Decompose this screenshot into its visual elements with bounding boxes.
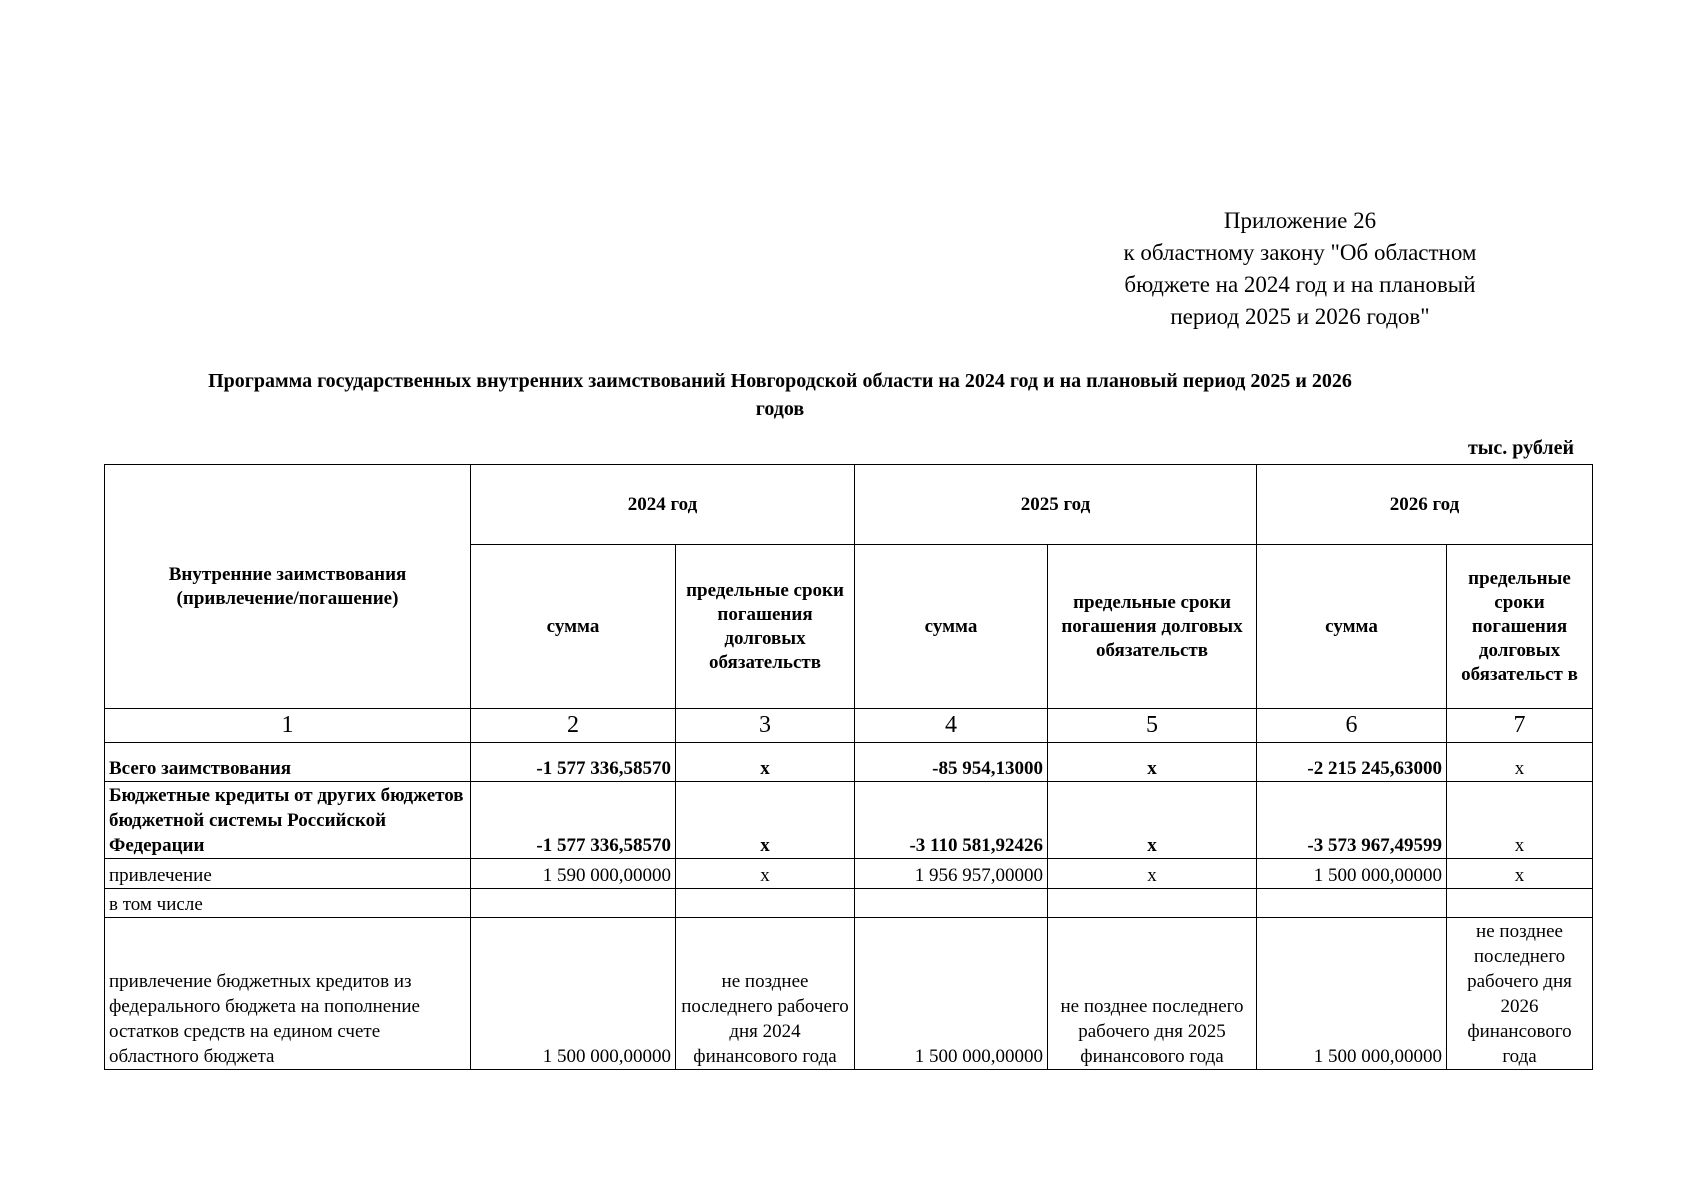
borrowing-program-table [104, 464, 1593, 1070]
table-row-federal-credits [105, 918, 1593, 1070]
header-year-2026: 2026 год [1257, 465, 1593, 545]
appendix-line: бюджете на 2024 год и на плановый [1124, 272, 1476, 297]
column-number: 2 [471, 709, 676, 743]
table-row-attraction [105, 859, 1593, 889]
header-year-2025: 2025 год [855, 465, 1257, 545]
term-2025 [1048, 889, 1257, 918]
sum-2025: 1 956 957,00000 [855, 859, 1048, 889]
term-2024: не позднее последнего рабочего дня 2024 финансового года [676, 918, 855, 1070]
term-2025: x [1048, 743, 1257, 782]
sum-2026: -3 573 967,49599 [1257, 782, 1447, 859]
document-title [110, 367, 1450, 423]
term-2024: x [676, 859, 855, 889]
appendix-line: период 2025 и 2026 годов" [1170, 304, 1430, 329]
term-2026: x [1447, 782, 1593, 859]
title-line: годов [755, 398, 805, 420]
appendix-line: Приложение 26 [1223, 208, 1377, 233]
header-year-2024: 2024 год [471, 465, 855, 545]
term-2024: x [676, 743, 855, 782]
sum-2024: 1 500 000,00000 [471, 918, 676, 1070]
header-term-2026: предельные сроки погашения долговых обязательст в [1447, 545, 1593, 709]
column-number: 1 [105, 709, 471, 743]
header-sum-2025: сумма [855, 545, 1048, 709]
sum-2026 [1257, 889, 1447, 918]
column-number: 7 [1447, 709, 1593, 743]
term-2024 [676, 889, 855, 918]
table-row-total [105, 743, 1593, 782]
sum-2026: 1 500 000,00000 [1257, 859, 1447, 889]
term-2026 [1447, 889, 1593, 918]
appendix-reference [1105, 205, 1495, 333]
sum-2025: -3 110 581,92426 [855, 782, 1048, 859]
title-line: Программа государственных внутренних заимствований Новгородской области на 2024 год и на плановый период 2025 и 2026 [208, 370, 1352, 392]
table-row-including [105, 889, 1593, 918]
sum-2024: -1 577 336,58570 [471, 743, 676, 782]
header-term-2025: предельные сроки погашения долговых обязательств [1048, 545, 1257, 709]
row-label: привлечение [105, 859, 471, 889]
sum-2024 [471, 889, 676, 918]
header-sum-2024: сумма [471, 545, 676, 709]
column-numbers-row [105, 709, 1593, 743]
header-row-label: Внутренние заимствования (привлечение/погашение) [105, 465, 471, 709]
column-number: 3 [676, 709, 855, 743]
sum-2026: 1 500 000,00000 [1257, 918, 1447, 1070]
appendix-line: к областному закону "Об областном [1123, 240, 1477, 265]
term-2026: не позднее последнего рабочего дня 2026 финансового года [1447, 918, 1593, 1070]
column-number: 4 [855, 709, 1048, 743]
sum-2025: -85 954,13000 [855, 743, 1048, 782]
term-2025: не позднее последнего рабочего дня 2025 финансового года [1048, 918, 1257, 1070]
row-label: привлечение бюджетных кредитов из федерального бюджета на пополнение остатков средств на едином счете областного бюджета [105, 918, 471, 1070]
sum-2025 [855, 889, 1048, 918]
row-label: в том числе [105, 889, 471, 918]
row-label: Бюджетные кредиты от других бюджетов бюджетной системы Российской Федерации [105, 782, 471, 859]
sum-2025: 1 500 000,00000 [855, 918, 1048, 1070]
term-2025: x [1048, 859, 1257, 889]
sum-2024: 1 590 000,00000 [471, 859, 676, 889]
header-term-2024: предельные сроки погашения долговых обязательств [676, 545, 855, 709]
term-2026: x [1447, 743, 1593, 782]
header-sum-2026: сумма [1257, 545, 1447, 709]
sum-2024: -1 577 336,58570 [471, 782, 676, 859]
table-row-budget-credits [105, 782, 1593, 859]
column-number: 6 [1257, 709, 1447, 743]
sum-2026: -2 215 245,63000 [1257, 743, 1447, 782]
units-label: тыс. рублей [1467, 437, 1574, 459]
term-2024: x [676, 782, 855, 859]
term-2026: x [1447, 859, 1593, 889]
column-number: 5 [1048, 709, 1257, 743]
row-label: Всего заимствования [105, 743, 471, 782]
term-2025: x [1048, 782, 1257, 859]
